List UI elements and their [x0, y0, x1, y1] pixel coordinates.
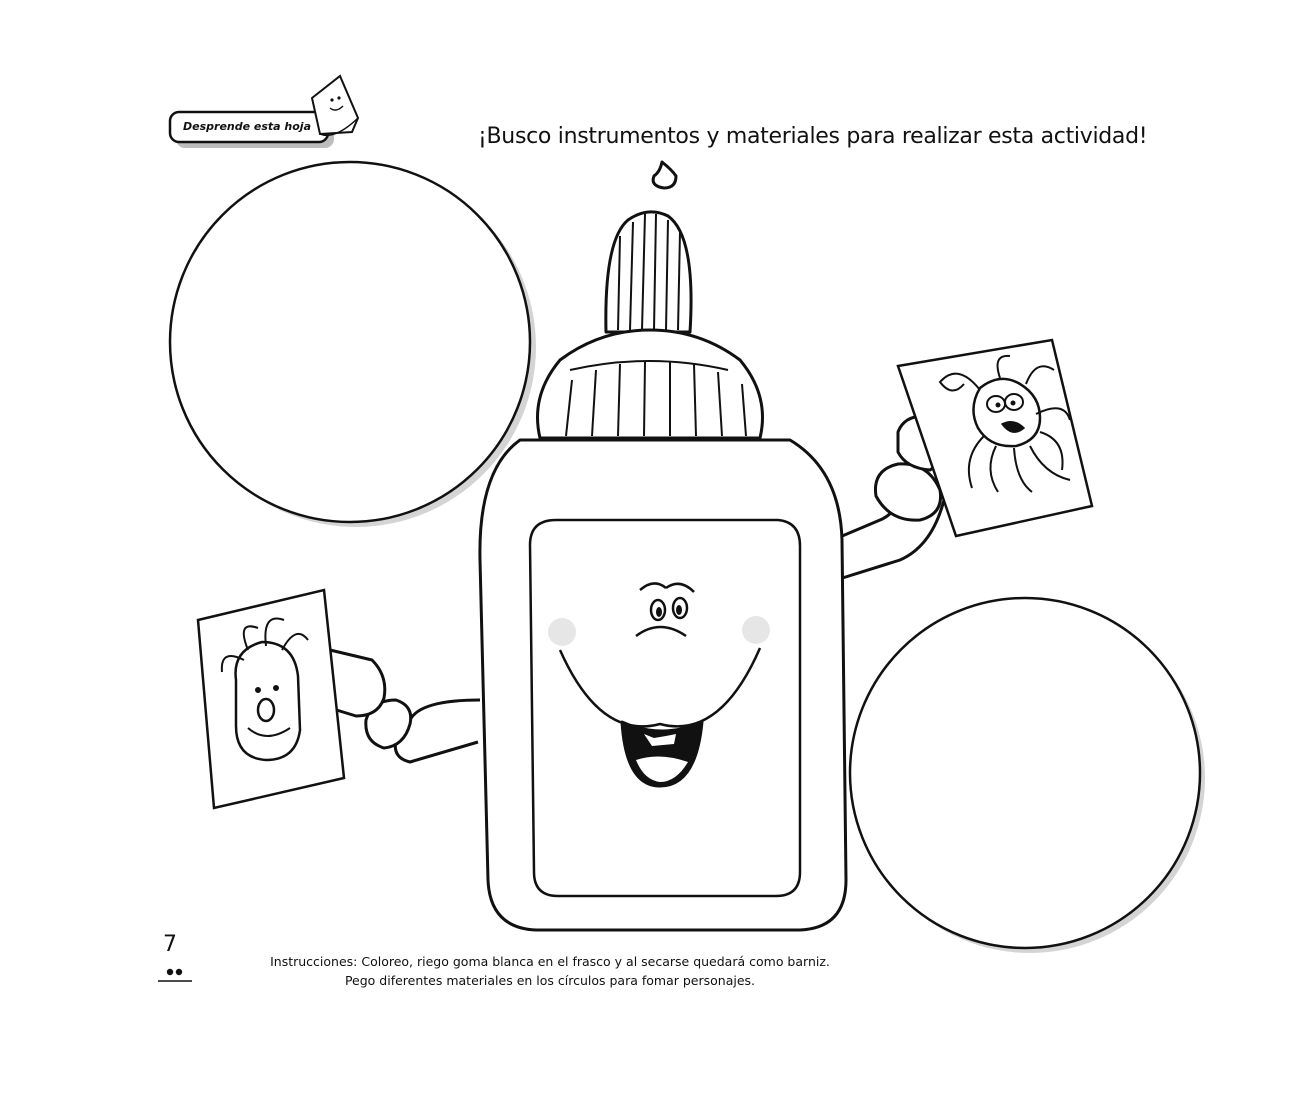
empty-circle-bottom-right — [850, 598, 1205, 953]
tear-off-label: Desprende esta hoja — [183, 120, 311, 133]
page-number: 7 — [163, 932, 177, 957]
page-number-mark — [158, 969, 192, 981]
page-title: ¡Busco instrumentos y materiales para realizar esta actividad! — [478, 124, 1148, 149]
instructions-line-2: Pego diferentes materiales en los círculos para fomar personajes. — [344, 973, 756, 988]
glue-drop-icon — [653, 162, 676, 188]
empty-circle-top-left — [170, 162, 536, 527]
instructions — [210, 952, 890, 990]
drawing-card-face — [198, 590, 344, 808]
instructions-line-1: Instrucciones: Coloreo, riego goma blanca en el frasco y al secarse quedará como barniz. — [270, 954, 830, 969]
